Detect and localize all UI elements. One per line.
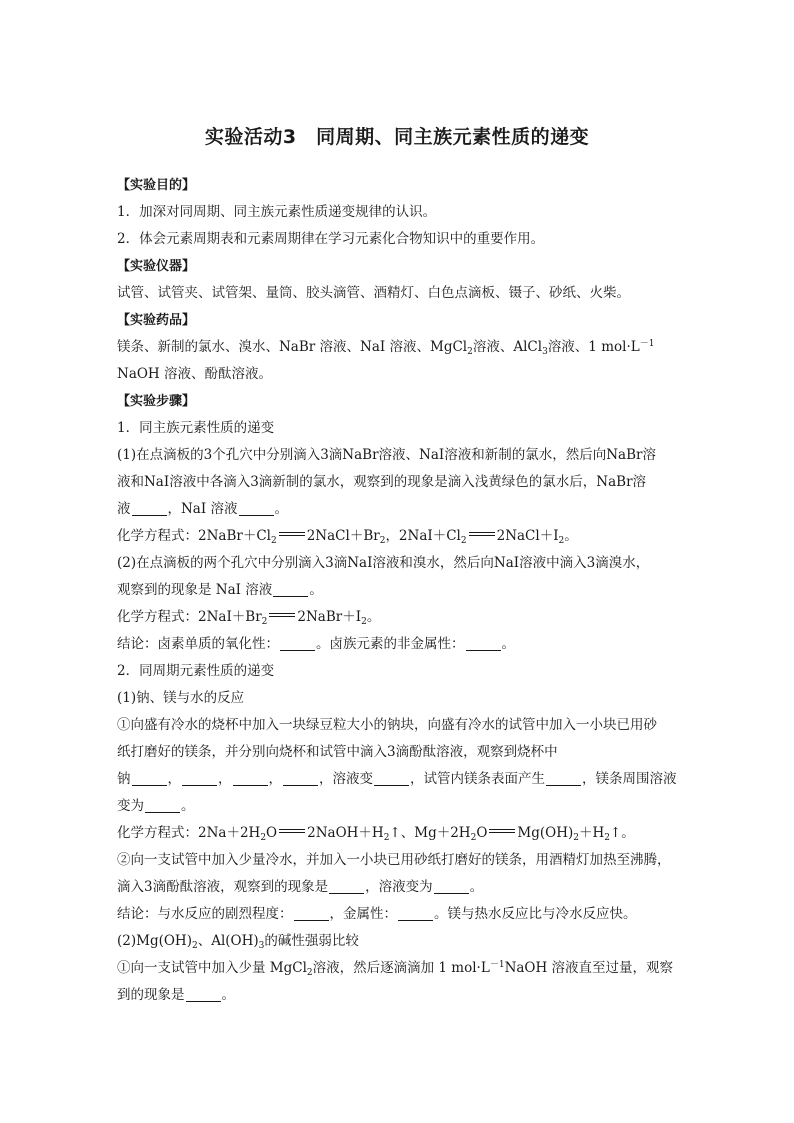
answer-blank[interactable] [145,798,180,813]
answer-blank[interactable] [273,582,308,597]
step2-part1-line4: 变为 。 [117,798,195,814]
answer-blank[interactable] [329,879,364,894]
steps-heading: 【实验步骤】 [117,394,196,409]
purpose-item-1: 1．加深对同周期、同主族元素性质递变规律的认识。 [117,204,437,220]
equation-3: 化学方程式：$2Na+2H_2O$ $2NaOH+H_2↑$、$Mg+2H_2O$ $Mg(OH)_2+H_2↑$。 [117,825,635,843]
step1-part2-line1: (2)在点滴板的两个孔穴中分别滴入3滴NaI溶液和溴水，然后向NaI溶液中滴入3滴溴水， [117,555,650,571]
answer-blank[interactable] [374,771,409,786]
answer-blank[interactable] [294,906,329,921]
apparatus-list: 试管、试管夹、试管架、量筒、胶头滴管、酒精灯、白色点滴板、镊子、砂纸、火柴。 [117,285,630,301]
step2-part2-title: $(2)Mg(OH)_2$、$Al(OH)_3$的碱性强弱比较 [117,933,359,951]
step1-part1-line2: 液和NaI溶液中各滴入3滴新制的氯水，观察到的现象是滴入浅黄绿色的氯水后，NaBr溶 [117,474,647,490]
equation-2: 化学方程式：$2NaI+Br_2$ $2NaBr+I_2$。 [117,609,381,627]
step2-part1-line3: 钠 ， ， ， ，溶液变 ，试管内镁条表面产生 ，镁条周围溶液 [117,771,677,787]
step2-part2-line1: ①向一支试管中加入少量 MgCl$_2$溶液，然后逐滴滴加 1 $mol\cdot L^{-1}NaOH$ 溶液直至过量，观察 [117,960,674,978]
conclusion-2: 结论：与水反应的剧烈程度： ，金属性： 。镁与热水反应比与冷水反应快。 [117,906,637,922]
purpose-item-2: 2．体会元素周期表和元素周期律在学习元素化合物知识中的重要作用。 [117,231,545,247]
answer-blank[interactable] [466,636,501,651]
answer-blank[interactable] [132,771,167,786]
step1-part1-line3: 液 ，NaI 溶液 。 [117,501,288,517]
step2-part1-2-line2: 滴入3滴酚酞溶液，观察到的现象是 ，溶液变为 。 [117,879,484,895]
step1-part2-line2: 观察到的现象是 NaI 溶液 。 [117,582,323,598]
step2-title: 2．同周期元素性质的递变 [117,663,275,679]
reagents-line-1: 镁条、新制的氯水、溴水、NaBr 溶液、NaI 溶液、MgCl$_2$溶液、AlCl$_3$溶液、1 $mol\cdot L^{-1}$ [117,339,655,357]
answer-blank[interactable] [434,879,469,894]
equals-sign [489,829,515,833]
answer-blank[interactable] [546,771,581,786]
apparatus-heading: 【实验仪器】 [117,259,196,274]
equals-sign [279,829,305,833]
answer-blank[interactable] [398,906,433,921]
answer-blank[interactable] [280,636,315,651]
equals-sign [279,532,305,536]
answer-blank[interactable] [239,501,274,516]
answer-blank[interactable] [283,771,318,786]
conclusion-1: 结论：卤素单质的氧化性： 。卤族元素的非金属性： 。 [117,636,515,652]
reagents-line-2: NaOH 溶液、酚酞溶液。 [117,366,272,382]
document-body [117,172,677,1009]
answer-blank[interactable] [233,771,268,786]
answer-blank[interactable] [186,987,221,1002]
equals-sign [469,532,495,536]
page-title: 实验活动3 同周期、同主族元素性质的递变 [204,126,590,148]
step1-part1-line1: (1)在点滴板的3个孔穴中分别滴入3滴NaBr溶液、NaI溶液和新制的氯水，然后向NaBr溶 [117,447,656,463]
step2-part1-title: (1)钠、镁与水的反应 [117,690,245,706]
step1-title: 1．同主族元素性质的递变 [117,420,275,436]
step2-part2-line2: 到的现象是 。 [117,987,235,1003]
answer-blank[interactable] [132,501,167,516]
equation-1: 化学方程式：$2NaBr+Cl_2$ $2NaCl+Br_2$，$2NaI+Cl_2$ $2NaCl+I_2$。 [117,528,578,546]
step2-part1-line2: 纸打磨好的镁条，并分别向烧杯和试管中滴入3滴酚酞溶液，观察到烧杯中 [117,744,558,760]
step2-part1-2-line1: ②向一支试管中加入少量冷水，并加入一小块已用砂纸打磨好的镁条，用酒精灯加热至沸腾， [117,852,671,868]
reagents-heading: 【实验药品】 [117,313,196,328]
purpose-heading: 【实验目的】 [117,178,196,193]
answer-blank[interactable] [182,771,217,786]
step2-part1-line1: ①向盛有冷水的烧杯中加入一块绿豆粒大小的钠块，向盛有冷水的试管中加入一小块已用砂 [117,717,657,733]
equals-sign [269,613,295,617]
